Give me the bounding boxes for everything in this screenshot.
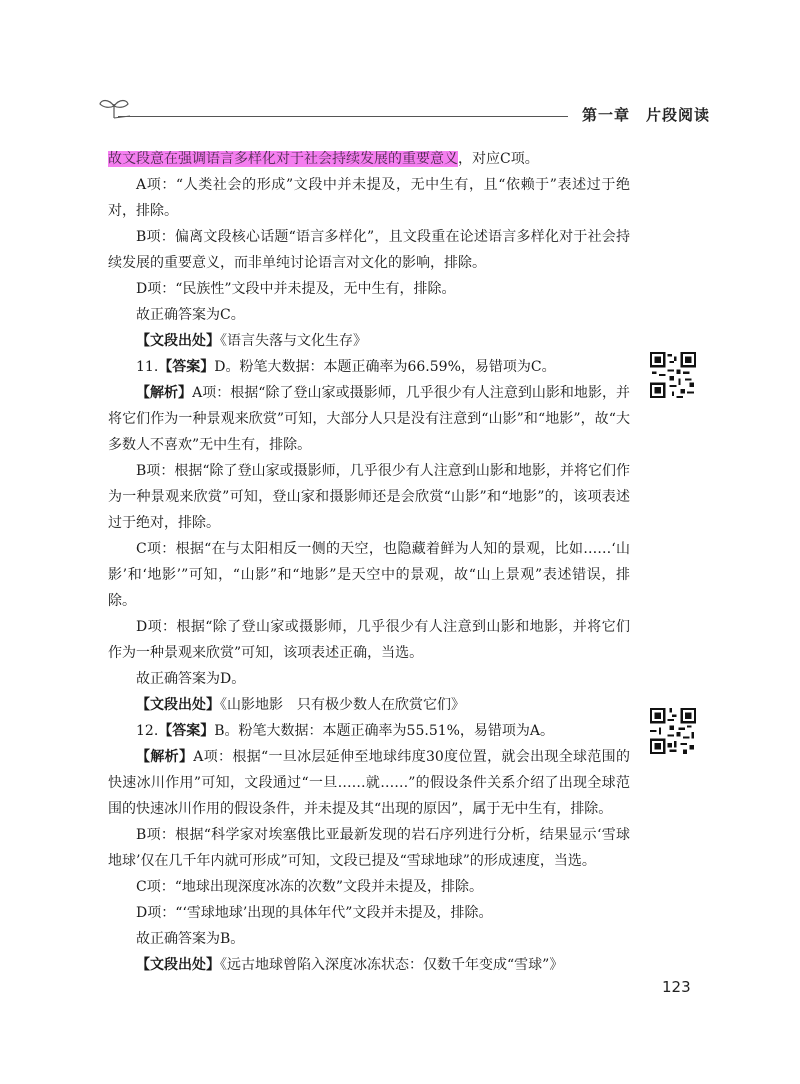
paragraph: C项：“地球出现深度冰冻的次数”文段并未提及，排除。 bbox=[136, 879, 484, 895]
source-label: 【文段出处】 bbox=[136, 957, 220, 973]
paragraph: B项：偏离文段核心话题“语言多样化”，且文段重在论述语言多样化对于社会持续发展的重要意义，而非单纯讨论语言对文化的影响，排除。 bbox=[108, 229, 630, 271]
page-number: 123 bbox=[662, 978, 691, 996]
paragraph: 故正确答案为C。 bbox=[136, 307, 245, 323]
paragraph: 故正确答案为D。 bbox=[136, 671, 246, 687]
paragraph: 故正确答案为B。 bbox=[136, 931, 245, 947]
paragraph: A项：“人类社会的形成”文段中并未提及，无中生有，且“依赖于”表述过于绝对，排除。 bbox=[108, 177, 630, 219]
header-divider bbox=[118, 116, 568, 117]
chapter-title: 第一章 片段阅读 bbox=[582, 106, 711, 124]
paragraph: D项：“民族性”文段中并未提及，无中生有，排除。 bbox=[136, 281, 456, 297]
source-label: 【文段出处】 bbox=[136, 333, 220, 349]
source-line: 【文段出处】《远古地球曾陷入深度冰冻状态：仅数千年变成“雪球”》 bbox=[136, 957, 564, 973]
paragraph: D项：根据“除了登山家或摄影师，几乎很少有人注意到山影和地影，并将它们作为一种景观来欣赏”可知，该项表述正确，当选。 bbox=[108, 619, 630, 661]
analysis-paragraph: 【解析】A项：根据“除了登山家或摄影师，几乎很少有人注意到山影和地影，并将它们作为一种景观来欣赏”可知，大部分人只是没有注意到“山影”和“地影”，故“大多数人不喜欢”无中生有，排除。 bbox=[108, 385, 630, 453]
paragraph: 故文段意在强调语言多样化对于社会持续发展的重要意义，对应C项。 bbox=[108, 151, 539, 167]
answer-label: 【答案】 bbox=[158, 359, 215, 375]
analysis-label: 【解析】 bbox=[136, 385, 193, 401]
paragraph: B项：根据“除了登山家或摄影师，几乎很少有人注意到山影和地影，并将它们作为一种景观来欣赏”可知，登山家和摄影师还是会欣赏“山影”和“地影”的，该项表述过于绝对，排除。 bbox=[108, 463, 630, 531]
analysis-label: 【解析】 bbox=[136, 749, 194, 765]
analysis-paragraph: 【解析】A项：根据“一旦冰层延伸至地球纬度30度位置，就会出现全球范围的快速冰川作用”可知，文段通过“一旦……就……”的假设条件关系介绍了出现全球范围的快速冰川作用的假设条件，并未提及其“出现的原因”，属于无中生有，排除。 bbox=[108, 749, 631, 817]
qr-code-icon[interactable] bbox=[650, 352, 696, 398]
source-line: 【文段出处】《语言失落与文化生存》 bbox=[136, 333, 367, 349]
answer-line: 12.【答案】B。粉笔大数据：本题正确率为55.51%，易错项为A。 bbox=[136, 723, 555, 739]
paragraph: D项：“‘雪球地球’出现的具体年代”文段并未提及，排除。 bbox=[136, 905, 493, 921]
paragraph: B项：根据“科学家对埃塞俄比亚最新发现的岩石序列进行分析，结果显示‘雪球地球’仅在几千年内就可形成”可知，文段已提及“雪球地球”的形成速度，当选。 bbox=[108, 827, 630, 869]
source-label: 【文段出处】 bbox=[136, 697, 220, 713]
page-content bbox=[108, 146, 630, 978]
qr-code-icon[interactable] bbox=[650, 708, 696, 754]
answer-line: 11.【答案】D。粉笔大数据：本题正确率为66.59%，易错项为C。 bbox=[136, 359, 556, 375]
highlighted-text: 故文段意在强调语言多样化对于社会持续发展的重要意义 bbox=[108, 151, 458, 167]
answer-label: 【答案】 bbox=[158, 723, 215, 739]
paragraph: C项：根据“在与太阳相反一侧的天空，也隐藏着鲜为人知的景观，比如……‘山影’和‘地影’”可知，“山影”和“地影”是天空中的景观，故“山上景观”表述错误，排除。 bbox=[108, 541, 630, 609]
source-line: 【文段出处】《山影地影 只有极少数人在欣赏它们》 bbox=[136, 697, 465, 713]
